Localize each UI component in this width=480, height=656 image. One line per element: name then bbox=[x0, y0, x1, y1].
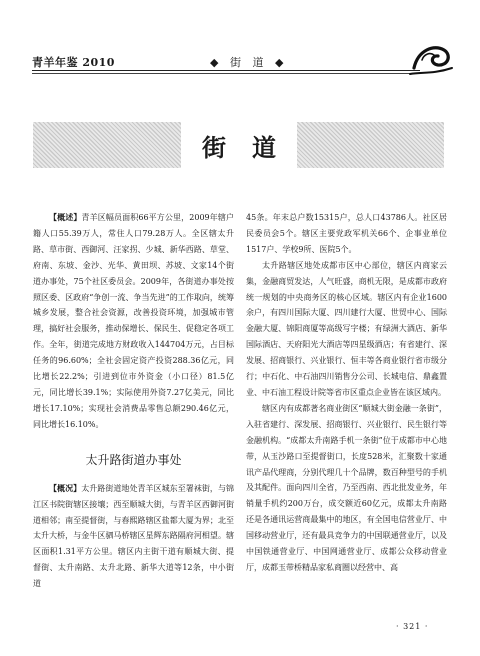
body-paragraph-2: 太升路辖区地处成都市区中心部位，辖区内商家云集，金融商贸发达，人气旺盛，商机无限，是成都市政府统一规划的中央商务区的核心区域。辖区内有企业1600余户，有四川国际大厦、四川建行大厦、世贸中心、国际金融大厦、锦阳商厦等高级写字楼；有绿洲大酒店、新华国际酒店、天府阳光大酒店等四星级酒店；有省建行、深发展、招商银行、兴业银行、恒丰等各商业银行省市级分行；中石化、中石油四川销售分公司、长城电信、鼎鑫置业、中石油工程设计院等省市区重点企业皆在该区域内。 bbox=[246, 260, 447, 397]
body-paragraph-3: 辖区内有成都著名商业街区“顺城大街金融一条街”，入驻省建行、深发展、招商银行、兴业银行、民生银行等金融机构。“成都太升南路手机一条街”位于成都市中心地带，从玉沙路口至提督街口，长度528米，汇聚数十家通讯产品代理商，分别代理几十个品牌，数百种型号的手机及其配件。面向四川全省，乃至西南、西北批发业务，年销量手机约200万台，成交额近60亿元，成都太升南路还是各通讯运营商最集中的地区，有全国电信营业厅、中国移动营业厅，还有最具竞争力的中国联通营业厅，以及中国铁通营业厅、中国网通营业厅、成都公众移动营业厅，成都玉带桥精品家私商圈以经营中、高 bbox=[246, 403, 447, 572]
intro-paragraph bbox=[33, 210, 234, 433]
intro-text: 青羊区幅员面积66平方公里，2009年辖户籍人口55.39万人，常住人口79.28万人。全区辖太升路、草市街、西御河、汪家拐、少城、新华西路、草堂、府南、东坡、金沙、光华、黄田坝、苏坡、文家14个街道办事处，75个社区委员会。2009年，各街道办事处按照区委、区政府“争创一流、争当先进”的工作取向，统筹城乡发展，整合社会资源，改善投资环境，加强城市管理，搞好社会服务，推动保增长、保民生、促稳定各项工作。全年，街道完成地方财政收入144704万元，占目标任务的96.60%；全社会固定资产投资288.36亿元，同比增长22.2%；引进到位市外资金（小口径）81.5亿元，同比增长39.1%；实际使用外资7.27亿美元，同比增长17.10%；实现社会消费品零售总额290.46亿元，同比增长16.10%。 bbox=[33, 213, 234, 429]
overview-paragraph bbox=[33, 481, 234, 592]
section-name: ◆ 街 道 ◆ bbox=[210, 56, 288, 69]
section-subheading: 太升路街道办事处 bbox=[85, 452, 182, 467]
page-number: · 321 · bbox=[396, 622, 429, 631]
chapter-title-box bbox=[181, 122, 302, 168]
header-rule bbox=[32, 70, 420, 71]
swirl-ornament-icon bbox=[408, 38, 454, 78]
intro-tag: 【概述】 bbox=[49, 212, 82, 222]
chapter-title: 街道 bbox=[202, 132, 302, 162]
chapter-banner bbox=[33, 122, 444, 168]
right-column bbox=[246, 210, 447, 576]
left-column bbox=[33, 210, 234, 592]
overview-tag: 【概况】 bbox=[49, 482, 82, 493]
overview-text: 太升路街道地处青羊区城东至署袜街，与锦江区书院街辖区接壤；西至顺城大街，与青羊区西御河街道相邻；南至提督街，与春熙路辖区盐都大厦为界；北至太升大桥，与金牛区驷马桥辖区星辉东路隔府河相望。辖区面积1.31平方公里。辖区内主街干道有顺城大街、提督街、太升南路、太升北路、新华大道等12条，中小街道 bbox=[33, 483, 235, 589]
header-rule-thin bbox=[32, 73, 420, 74]
yearbook-title: 青羊年鉴 2010 bbox=[32, 56, 115, 69]
body-paragraph-1: 45条。年末总户数15315户，总人口43786人。社区居民委员会5个。辖区主要党政军机关66个、企事业单位1517户、学校9所、医院5个。 bbox=[246, 213, 447, 254]
